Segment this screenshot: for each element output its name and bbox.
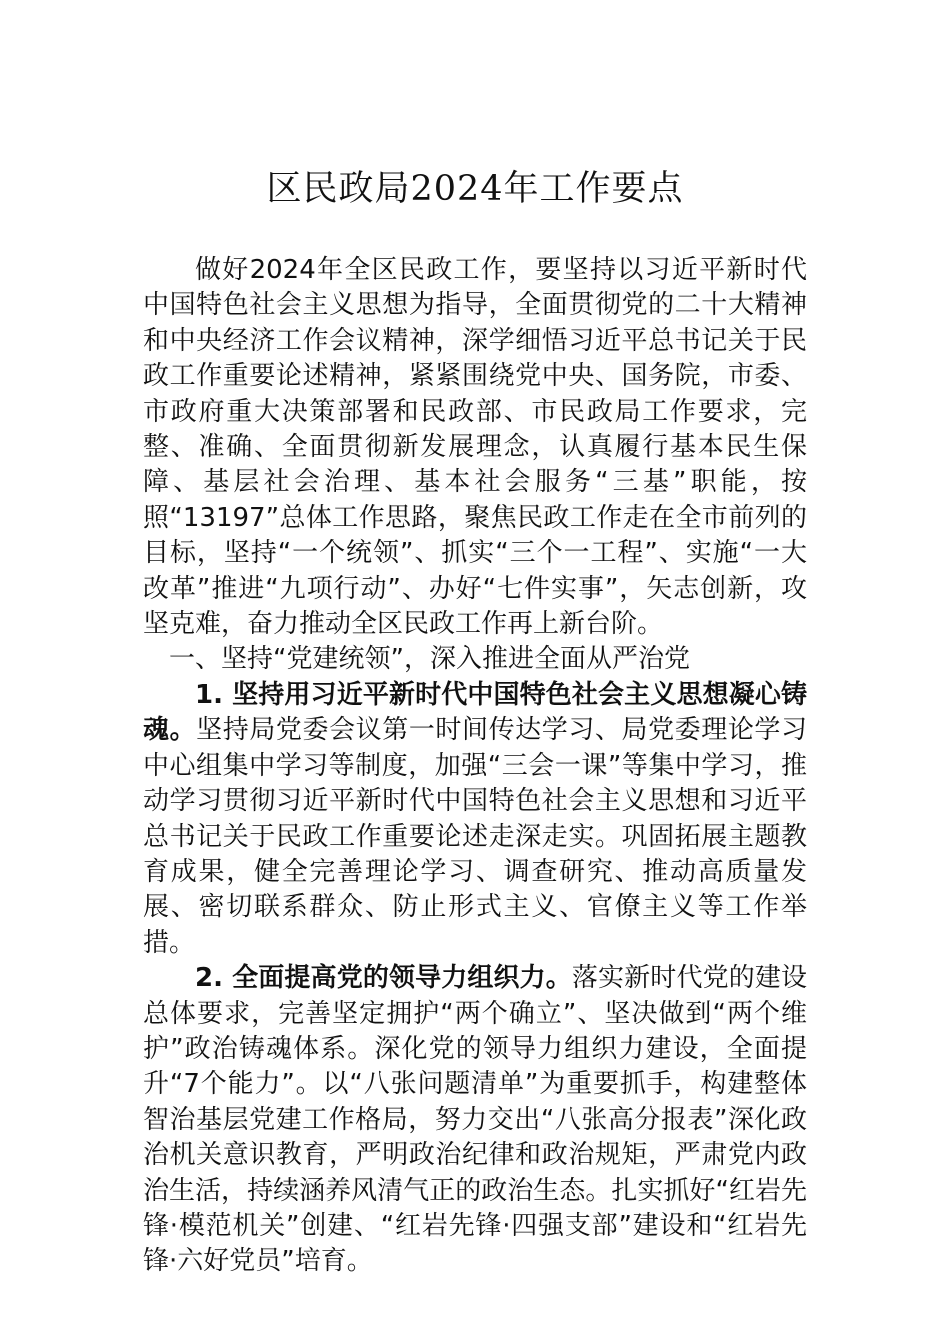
- item-paragraph-1: [143, 678, 807, 961]
- section-heading: 一、坚持“党建统领”，深入推进全面从严治党: [169, 644, 690, 675]
- item-2-lead: 2. 全面提高党的领导力组织力。: [195, 963, 572, 994]
- document-body: [143, 253, 807, 1280]
- intro-paragraph: 做好2024年全区民政工作，要坚持以习近平新时代中国特色社会主义思想为指导，全面贯彻党的二十大精神和中央经济工作会议精神，深学细悟习近平总书记关于民政工作重要论述精神，紧紧围绕党中央、国务院，市委、市政府重大决策部署和民政部、市民政局工作要求，完整、准确、全面贯彻新发展理念，认真履行基本民生保障、基层社会治理、基本社会服务“三基”职能，按照“13197”总体工作思路，聚焦民政工作走在全市前列的目标，坚持“一个统领”、抓实“三个一工程”、实施“一大改革”推进“九项行动”、办好“七件实事”，矢志创新，攻坚克难，奋力推动全区民政工作再上新台阶。: [143, 255, 807, 640]
- item-2-text: 落实新时代党的建设总体要求，完善坚定拥护“两个确立”、坚决做到“两个维护”政治铸魂体系。深化党的领导力组织力建设，全面提升“7个能力”。以“八张问题清单”为重要抓手，构建整体智治基层党建工作格局，努力交出“八张高分报表”深化政治机关意识教育，严明政治纪律和政治规矩，严肃党内政治生活，持续涵养风清气正的政治生态。扎实抓好“红岩先锋·模范机关”创建、“红岩先锋·四强支部”建设和“红岩先锋·六好党员”培育。: [143, 963, 807, 1277]
- item-paragraph-2: [143, 961, 807, 1280]
- item-1-lead: 1. 坚持用习近平新时代中国特色社会主义思想凝心铸魂。: [143, 679, 807, 746]
- document-title: 区民政局2024年工作要点: [266, 169, 684, 209]
- item-1-text: 坚持局党委会议第一时间传达学习、局党委理论学习中心组集中学习等制度，加强“三会一课”等集中学习，推动学习贯彻习近平新时代中国特色社会主义思想和习近平总书记关于民政工作重要论述走深走实。巩固拓展主题教育成果，健全完善理论学习、调查研究、推动高质量发展、密切联系群众、防止形式主义、官僚主义等工作举措。: [143, 715, 807, 958]
